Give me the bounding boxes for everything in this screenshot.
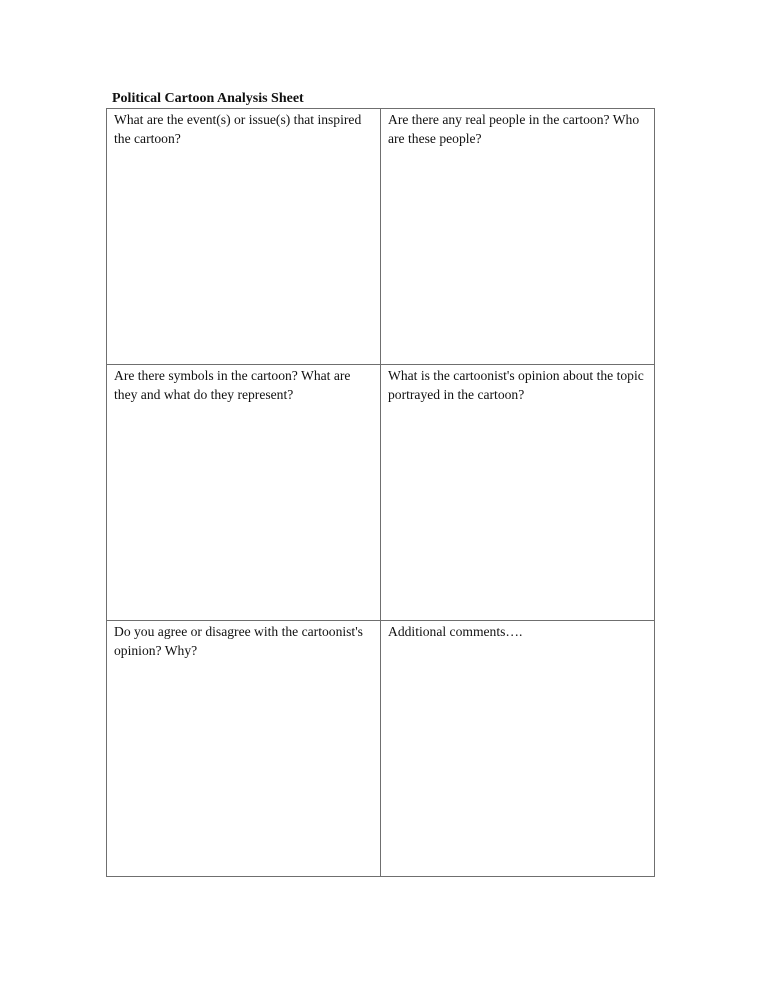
answer-cell-real-people[interactable] xyxy=(381,109,655,365)
grid-row xyxy=(107,365,655,621)
grid-row xyxy=(107,109,655,365)
question-real-people: Are there any real people in the cartoon? Who are these people? xyxy=(388,112,640,146)
question-agree: Do you agree or disagree with the cartoonist's opinion? Why? xyxy=(114,624,363,658)
answer-cell-opinion[interactable] xyxy=(381,365,655,621)
analysis-grid xyxy=(106,108,655,877)
question-comments: Additional comments…. xyxy=(388,624,523,639)
page-title: Political Cartoon Analysis Sheet xyxy=(112,91,304,106)
question-events: What are the event(s) or issue(s) that inspired the cartoon? xyxy=(114,112,362,146)
answer-cell-symbols[interactable] xyxy=(107,365,381,621)
answer-cell-agree[interactable] xyxy=(107,621,381,877)
answer-cell-comments[interactable] xyxy=(381,621,655,877)
question-opinion: What is the cartoonist's opinion about the topic portrayed in the cartoon? xyxy=(388,368,644,402)
answer-cell-events[interactable] xyxy=(107,109,381,365)
question-symbols: Are there symbols in the cartoon? What are they and what do they represent? xyxy=(114,368,351,402)
grid-row xyxy=(107,621,655,877)
